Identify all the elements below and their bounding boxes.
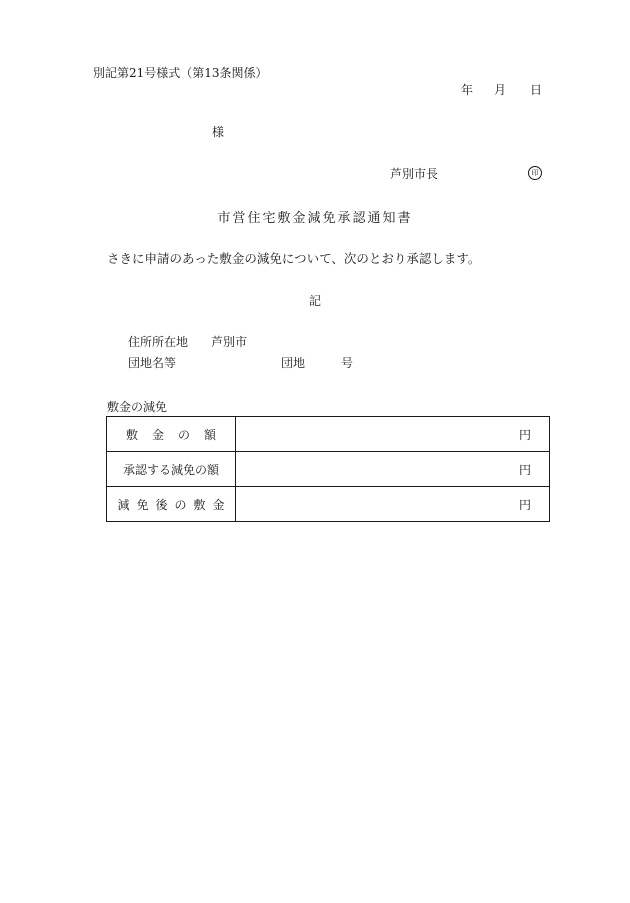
address-label: 住所所在地: [128, 335, 189, 349]
date-year-label: 年: [461, 83, 474, 97]
yen-unit: 円: [518, 497, 531, 512]
table-row: [107, 487, 550, 522]
seal-icon: 印: [528, 166, 542, 180]
table-row-value: [236, 487, 550, 522]
notice-body-text: さきに申請のあった敷金の減免について、次のとおり承認します。: [107, 251, 481, 266]
table-row: [107, 452, 550, 487]
document-title: 市営住宅敷金減免承認通知書: [217, 211, 413, 226]
form-reference: 別記第21号様式（第13条関係）: [93, 66, 268, 80]
table-row: [107, 417, 550, 452]
yen-unit: 円: [518, 462, 531, 477]
complex-name-label: 団地名等: [128, 356, 177, 370]
table-row-label: 敷金の額: [107, 417, 236, 452]
ki-heading: 記: [308, 294, 321, 308]
table-row-label: 承認する減免の額: [107, 452, 236, 487]
address-value: 芦別市: [211, 335, 248, 349]
table-row-label: 減免後の敷金: [107, 487, 236, 522]
complex-suffix: 団地: [281, 356, 306, 370]
date-month-label: 月: [494, 83, 507, 97]
fee-table-caption: 敷金の減免: [107, 400, 168, 414]
yen-unit: 円: [518, 427, 531, 442]
table-row-value: [236, 417, 550, 452]
addressee-suffix: 様: [212, 125, 225, 139]
fee-table: [106, 416, 550, 522]
unit-number-suffix: 号: [341, 356, 354, 370]
table-row-value: [236, 452, 550, 487]
date-day-label: 日: [530, 83, 543, 97]
issuer-name: 芦別市長: [390, 167, 439, 181]
